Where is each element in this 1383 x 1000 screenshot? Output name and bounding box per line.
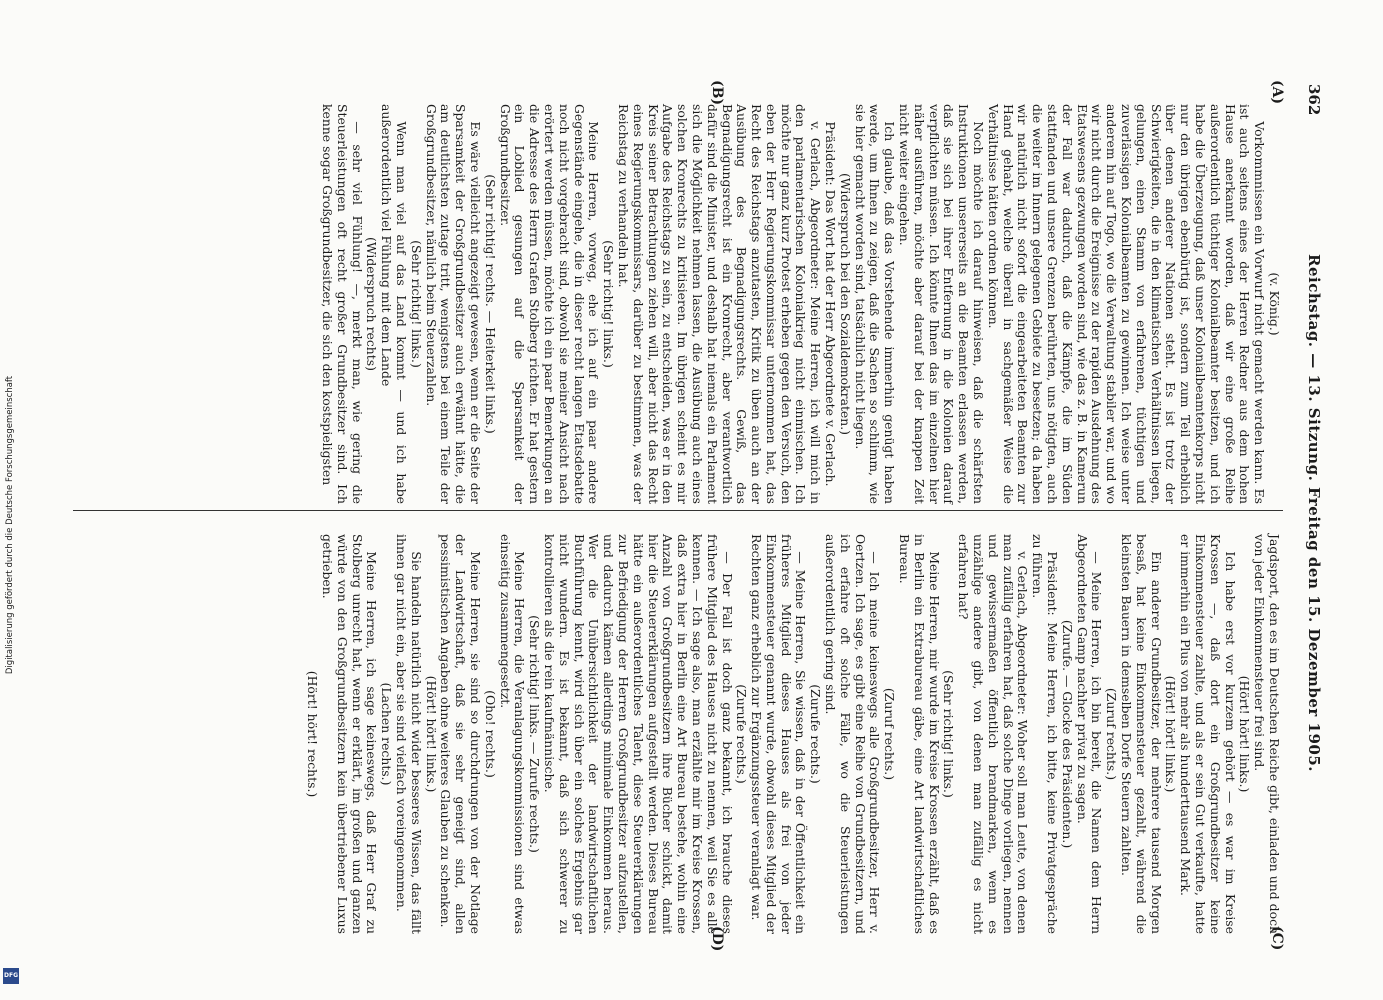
column-divider (73, 510, 1283, 511)
paragraph: Meine Herren, sie sind so durchdrungen von der Notlage der Landwirtschaft, daß sie sehr geneigt sind, allen pessimistischen Angaben ohne weiteres Glauben zu schenken. (438, 534, 483, 934)
interjection: (Zuruf rechts.) (882, 687, 898, 781)
paragraph: Ich glaube, daß das Vorstehende immerhin genügt haben werde, um Ihnen zu zeigen, daß die Sachen so schlimm, wie sie hier gemacht worden sind, tatsächlich nicht liegen. (852, 104, 898, 504)
margin-letter-d: (D) (709, 926, 725, 952)
paragraph: Noch möchte ich darauf hinweisen, daß die schärfsten Instruktionen unsererseits an die Beamten erlassen werden, daß sie sich bei ihrer Entfernung in die Kolonien darauf verpflichten müssen. Ich könnte Ihnen das im einzelnen hier näher ausführen, möchte aber darauf bei der knappen Zeit nicht weiter eingehen. (897, 104, 987, 504)
margin-letter-c: (C) (1269, 926, 1285, 951)
paragraph: Jagdsport, den es im Deutschen Reiche gibt, einladen und doch von jeder Einkommensteuer frei sind. (1252, 534, 1282, 934)
interjection: (Hört! hört! links.) (1163, 675, 1179, 793)
paragraph: — sehr viel Fühlung! —, merkt man, wie gering die Steuerleistungen oft recht großer Grundbesitzer sind. Ich kenne sogar Großgrundbesitzer, die sich den kostspieligsten (320, 104, 365, 504)
footer-credit (0, 100, 22, 960)
interjection: (Sehr richtig! rechts. — Heiterkeit links.) (482, 174, 498, 434)
paragraph: Meine Herren, mir wurde im Kreise Krossen erzählt, daß es in Berlin ein Extrabureau gäbe, eine Art landwirtschaftliches Bureau. (897, 534, 942, 934)
page-title: Reichstag. — 13. Sitzung. Freitag den 15. Dezember 1905. (1305, 253, 1323, 772)
paragraph: — Meine Herren, ich bin bereit, die Namen dem Herrn Abgeordneten Gamp nachher privat zu sagen. (1074, 534, 1105, 934)
right-column (304, 534, 1281, 934)
paragraph: v. Gerlach, Abgeordneter: Woher soll man Leute, von denen man zufällig erfahren hat, daß solche Dinge vorliegen, nennen und gewissermaßen öffentlich brandmarken, wenn es unzählige andere gibt, von denen man zufällig es nicht erfahren hat? (956, 534, 1031, 934)
interjection: (Zuruf rechts.) (1104, 687, 1120, 781)
interjection: (Sehr richtig! links.) (601, 240, 617, 368)
dfg-logo: DFG (3, 968, 19, 984)
page-number: 362 (1305, 84, 1323, 116)
footer-text: Digitalisierung gefördert durch die Deutsche Forschungsgemeinschaft (5, 375, 15, 675)
paragraph: Ein anderer Grundbesitzer, der mehrere tausend Morgen besaß, hat keine Einkommensteuer gezahlt, während die kleinsten Bauern in demselben Dorfe Steuern zahlten. (1119, 534, 1164, 934)
interjection: (Widerspruch bei den Sozialdemokraten.) (837, 172, 853, 436)
interjection: (Widerspruch rechts) (364, 237, 380, 371)
paragraph: Präsident: Meine Herren, ich bitte, keine Privatgespräche zu führen. (1030, 534, 1061, 934)
left-column (319, 104, 1281, 504)
interjection: (Sehr richtig! links.) (408, 240, 424, 368)
paragraph: Präsident: Das Wort hat der Herr Abgeordnete v. Gerlach. (823, 121, 839, 487)
interjection: (Hört! hört! links.) (1237, 675, 1253, 793)
interjection: (v. König.) (1267, 272, 1282, 336)
paragraph: Meine Herren, ich sage keineswegs, daß Herr Graf zu Stolberg unrecht hat, wenn er erklärt, im großen und ganzen würde von den Großgrundbesitzern kein übertriebener Luxus getrieben. (320, 534, 380, 934)
paragraph: Ich habe erst vor kurzem gehört — es war im Kreise Krossen —, daß dort ein Großgrundbesitzer keine Einkommensteuer zahlte, und als er sein Gut verkaufte, hatte er immerhin ein Plus von mehr als hunderttausend Mark. (1178, 534, 1238, 934)
paragraph: Sie handeln natürlich nicht wider besseres Wissen, das fällt ihnen gar nicht ein, aber sie sind vielfach voreingenommen. (393, 534, 424, 934)
paragraph: v. Gerlach, Abgeordneter: Meine Herren, ich will mich in den parlamentarischen Kolonialkrieg nicht einmischen. Ich möchte nur ganz kurz Protest erheben gegen den Versuch, den eben der Herr Regierungskommissar unternommen hat, das Recht des Reichstags anzutasten, Kritik zu üben auch an der Ausübung des Begnadigungsrechts. Gewiß, das Begnadigungsrecht ist ein Kronrecht, aber verantwortlich dafür sind die Minister, und deshalb hat niemals ein Parlament sich die Möglichkeit nehmen lassen, die Ausübung auch eines solchen Kronrechts zu kritisieren. Im übrigen scheint es mir Aufgabe des Reichstags zu sein, zu entscheiden, was er in den Kreis seiner Betrachtungen ziehen will, aber nicht das Recht eines Regierungskommissars, darüber zu bestimmen, was der Reichstag zu verhandeln hat. (615, 104, 824, 504)
margin-letter-a: (A) (1269, 80, 1285, 105)
margin-letter-b: (B) (709, 80, 725, 106)
paragraph: Es wäre vielleicht angezeigt gewesen, wenn er die Seite der Sparsamkeit der Großgrundbesitzer auch erwähnt hätte, die am deutlichsten zutage tritt, wenigstens bei einem Teile der Großgrundbesitzer, nämlich beim Steuerzahlen. (423, 104, 483, 504)
paragraph: — Ich meine keineswegs alle Großgrundbesitzer, Herr v. Oertzen. Ich sage, es gibt eine Reihe von Grundbesitzern, und ich erfahre oft solche Fälle, wo die Steuerleistungen außerordentlich gering sind. (823, 534, 883, 934)
interjection: (Sehr richtig! links.) (941, 670, 957, 798)
page-header (1299, 78, 1325, 948)
interjection: (Sehr richtig! links. — Zurufe rechts.) (527, 615, 543, 853)
interjection: (Oho! rechts.) (482, 690, 498, 778)
interjection: (Hört! hört! links.) (423, 675, 439, 793)
paragraph: Meine Herren, vorweg, ehe ich auf ein paar andere Gegenstände eingehe, die in dieser recht langen Etatsdebatte noch nicht vorgebracht sind, obwohl sie meiner Ansicht nach erörtert werden müssen, möchte ich ein paar Bemerkungen an die Adresse des Herrn Grafen Stolberg richten. Er hat gestern ein Loblied gesungen auf die Sparsamkeit der Großgrundbesitzer. (497, 104, 602, 504)
interjection: (Zurufe. — Glocke des Präsidenten.) (1059, 619, 1075, 849)
interjection: (Lachen rechts.) (379, 682, 395, 786)
interjection: (Hört! hört! rechts.) (305, 670, 321, 798)
paragraph: — Meine Herren, Sie wissen, daß in der Öffentlichkeit ein früheres Mitglied dieses Hauses als frei von jeder Einkommensteuer genannt wurde, obwohl dieses Mitglied der Rechten ganz erheblich zur Ergänzungssteuer veranlagt war. (749, 534, 809, 934)
interjection: (Zurufe rechts.) (734, 684, 750, 784)
paragraph: Vorkommnissen ein Vorwurf nicht gemacht werden kann. Es ist auch seitens eines der Herren Redner aus dem hohen Hause anerkannt worden, daß wir eine große Reihe außerordentlich tüchtiger Kolonialbeamter besitzen, und ich habe die Überzeugung, daß unser Kolonialbeamtenkorps nicht nur den übrigen ebenbürtig ist, sondern zum Teil erheblich über denen anderer Nationen steht. Es ist trotz der Schwierigkeiten, die in den klimatischen Verhältnissen liegen, gelungen, einen Stamm von erfahrenen, tüchtigen und zuverlässigen Kolonialbeamten zu gewinnen. Ich weise unter anderem hin auf Togo, wo die Verwaltung stabiler war, und wo wir nicht durch die Ereignisse zu der rapiden Ausdehnung des Etatswesens gezwungen worden sind, wie das z. B. in Kamerun der Fall war dadurch, daß die Kämpfe, die im Süden stattfanden und unsere Grenzen berührten, uns nötigten, auch die weiter im Innern gelegenen Gebiete zu besetzen; da haben wir natürlich nicht sofort die eingearbeiteten Beamten zur Hand gehabt, welche überall in sachgemäßer Weise die Verhältnisse hätten ordnen können. (985, 104, 1268, 504)
rotated-page (70, 78, 1325, 952)
interjection: (Zurufe rechts.) (808, 684, 824, 784)
paragraph: — Der Fall ist doch ganz bekannt, ich brauche dieses frühere Mitglied des Hauses nicht zu nennen, weil Sie es alle kennen. — Ich sage also, man erzählte mir im Kreise Krossen, daß extra hier in Berlin eine Art Bureau bestehe, wohin eine Anzahl von Großgrundbesitzern ihre Bücher schickt, damit hier die Steuererklärungen aufgestellt werden. Dieses Bureau hätte ein außerordentliches Talent, diese Steuererklärungen zur Befriedigung der Herren Großgrundbesitzer aufzustellen, und dadurch kämen allerdings minimale Einkommen heraus. Wer die Unübersichtlichkeit der landwirtschaftlichen Buchführung kennt, wird sich über ein solches Ergebnis gar nicht wundern. Es ist bekannt, daß sich schwerer zu kontrollieren als die rein kaufmännische. (541, 534, 735, 934)
paragraph: Meine Herren, die Veranlagungskommissionen sind etwas einseitig zusammengesetzt. (497, 534, 528, 934)
paragraph: Wenn man viel auf das Land kommt — und ich habe außerordentlich viel Fühlung mit dem Lande (379, 104, 409, 504)
